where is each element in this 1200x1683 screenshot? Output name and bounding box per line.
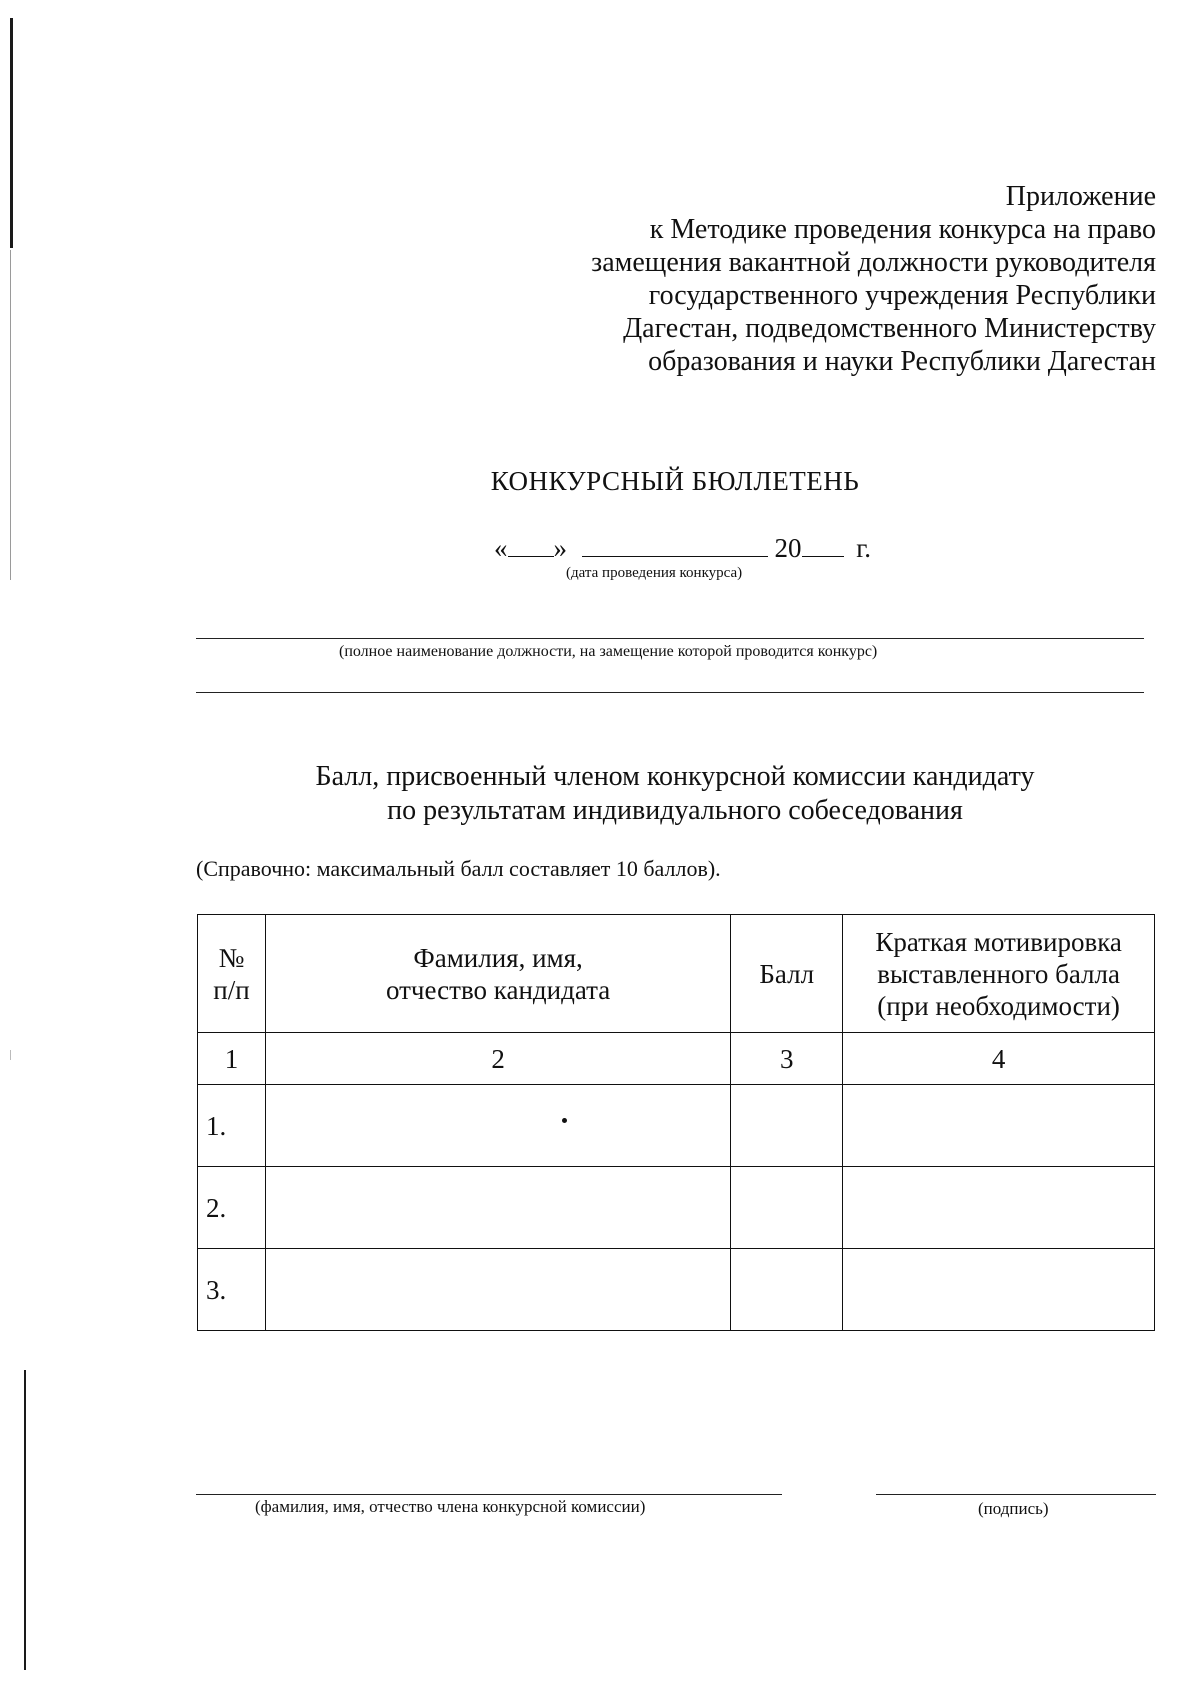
ink-speck: [562, 1118, 567, 1123]
year-suffix: г.: [856, 533, 872, 563]
row-number: 2.: [198, 1167, 266, 1249]
header-number-line: №: [218, 942, 245, 973]
signature-caption: (подпись): [978, 1499, 1049, 1518]
candidate-name-cell[interactable]: [265, 1249, 730, 1331]
year-prefix: 20: [774, 533, 802, 563]
reference-note: (Справочно: максимальный балл составляет 10 баллов).: [196, 856, 721, 881]
score-cell[interactable]: [731, 1167, 843, 1249]
appendix-line: замещения вакантной должности руководителя: [591, 247, 1156, 278]
scan-edge-mark: [10, 250, 11, 580]
header-name-line: отчество кандидата: [385, 974, 611, 1005]
row-number: 1.: [198, 1085, 266, 1167]
score-heading-line: Балл, присвоенный членом конкурсной комиссии кандидату: [315, 761, 1035, 792]
candidate-name-cell[interactable]: [265, 1167, 730, 1249]
header-motivation: [843, 915, 1155, 1033]
header-motivation-line: выставленного балла: [877, 958, 1120, 989]
commission-member-caption: (фамилия, имя, отчество члена конкурсной комиссии): [255, 1497, 646, 1516]
row-number: 3.: [198, 1249, 266, 1331]
appendix-line: к Методике проведения конкурса на право: [649, 214, 1156, 245]
appendix-block: [516, 180, 1156, 378]
column-number: 1: [198, 1033, 266, 1085]
score-cell[interactable]: [731, 1249, 843, 1331]
column-number: 4: [843, 1033, 1155, 1085]
table-row: [198, 1249, 1155, 1331]
score-cell[interactable]: [731, 1085, 843, 1167]
column-number-row: [198, 1033, 1155, 1085]
signature-line: [876, 1494, 1156, 1495]
position-name-line: [196, 638, 1144, 639]
header-score: Балл: [731, 915, 843, 1033]
position-caption: (полное наименование должности, на замещение которой проводится конкурс): [339, 643, 878, 660]
column-number: 3: [731, 1033, 843, 1085]
appendix-line: государственного учреждения Республики: [648, 280, 1156, 311]
year-blank: [802, 532, 844, 557]
header-candidate-name: [265, 915, 730, 1033]
header-name-line: Фамилия, имя,: [413, 942, 583, 973]
day-blank: [508, 532, 554, 557]
motivation-cell[interactable]: [843, 1085, 1155, 1167]
header-number-line: п/п: [213, 974, 250, 1005]
candidate-name-cell[interactable]: [265, 1085, 730, 1167]
header-motivation-line: Краткая мотивировка: [875, 926, 1122, 957]
header-number: [198, 915, 266, 1033]
motivation-cell[interactable]: [843, 1167, 1155, 1249]
position-name-line-2: [196, 692, 1144, 693]
date-line: [494, 532, 871, 564]
score-heading-line: по результатам индивидуального собеседования: [387, 795, 963, 826]
close-quote: »: [553, 533, 567, 563]
table-row: [198, 1167, 1155, 1249]
open-quote: «: [494, 533, 508, 563]
scan-edge-mark: [10, 18, 13, 248]
score-heading: [310, 760, 1040, 828]
appendix-line: Приложение: [1005, 181, 1156, 212]
scan-edge-mark: [24, 1370, 26, 1670]
table-header-row: [198, 915, 1155, 1033]
table-row: [198, 1085, 1155, 1167]
motivation-cell[interactable]: [843, 1249, 1155, 1331]
commission-member-name-line: [196, 1494, 782, 1495]
month-blank: [582, 532, 768, 557]
column-number: 2: [265, 1033, 730, 1085]
score-table: [197, 914, 1155, 1331]
document-title: КОНКУРСНЫЙ БЮЛЛЕТЕНЬ: [490, 466, 860, 496]
appendix-line: образования и науки Республики Дагестан: [648, 346, 1156, 377]
header-motivation-line: (при необходимости): [877, 990, 1120, 1021]
appendix-line: Дагестан, подведомственного Министерству: [623, 313, 1156, 344]
date-caption: (дата проведения конкурса): [566, 565, 743, 581]
scan-edge-mark: [10, 1050, 11, 1060]
